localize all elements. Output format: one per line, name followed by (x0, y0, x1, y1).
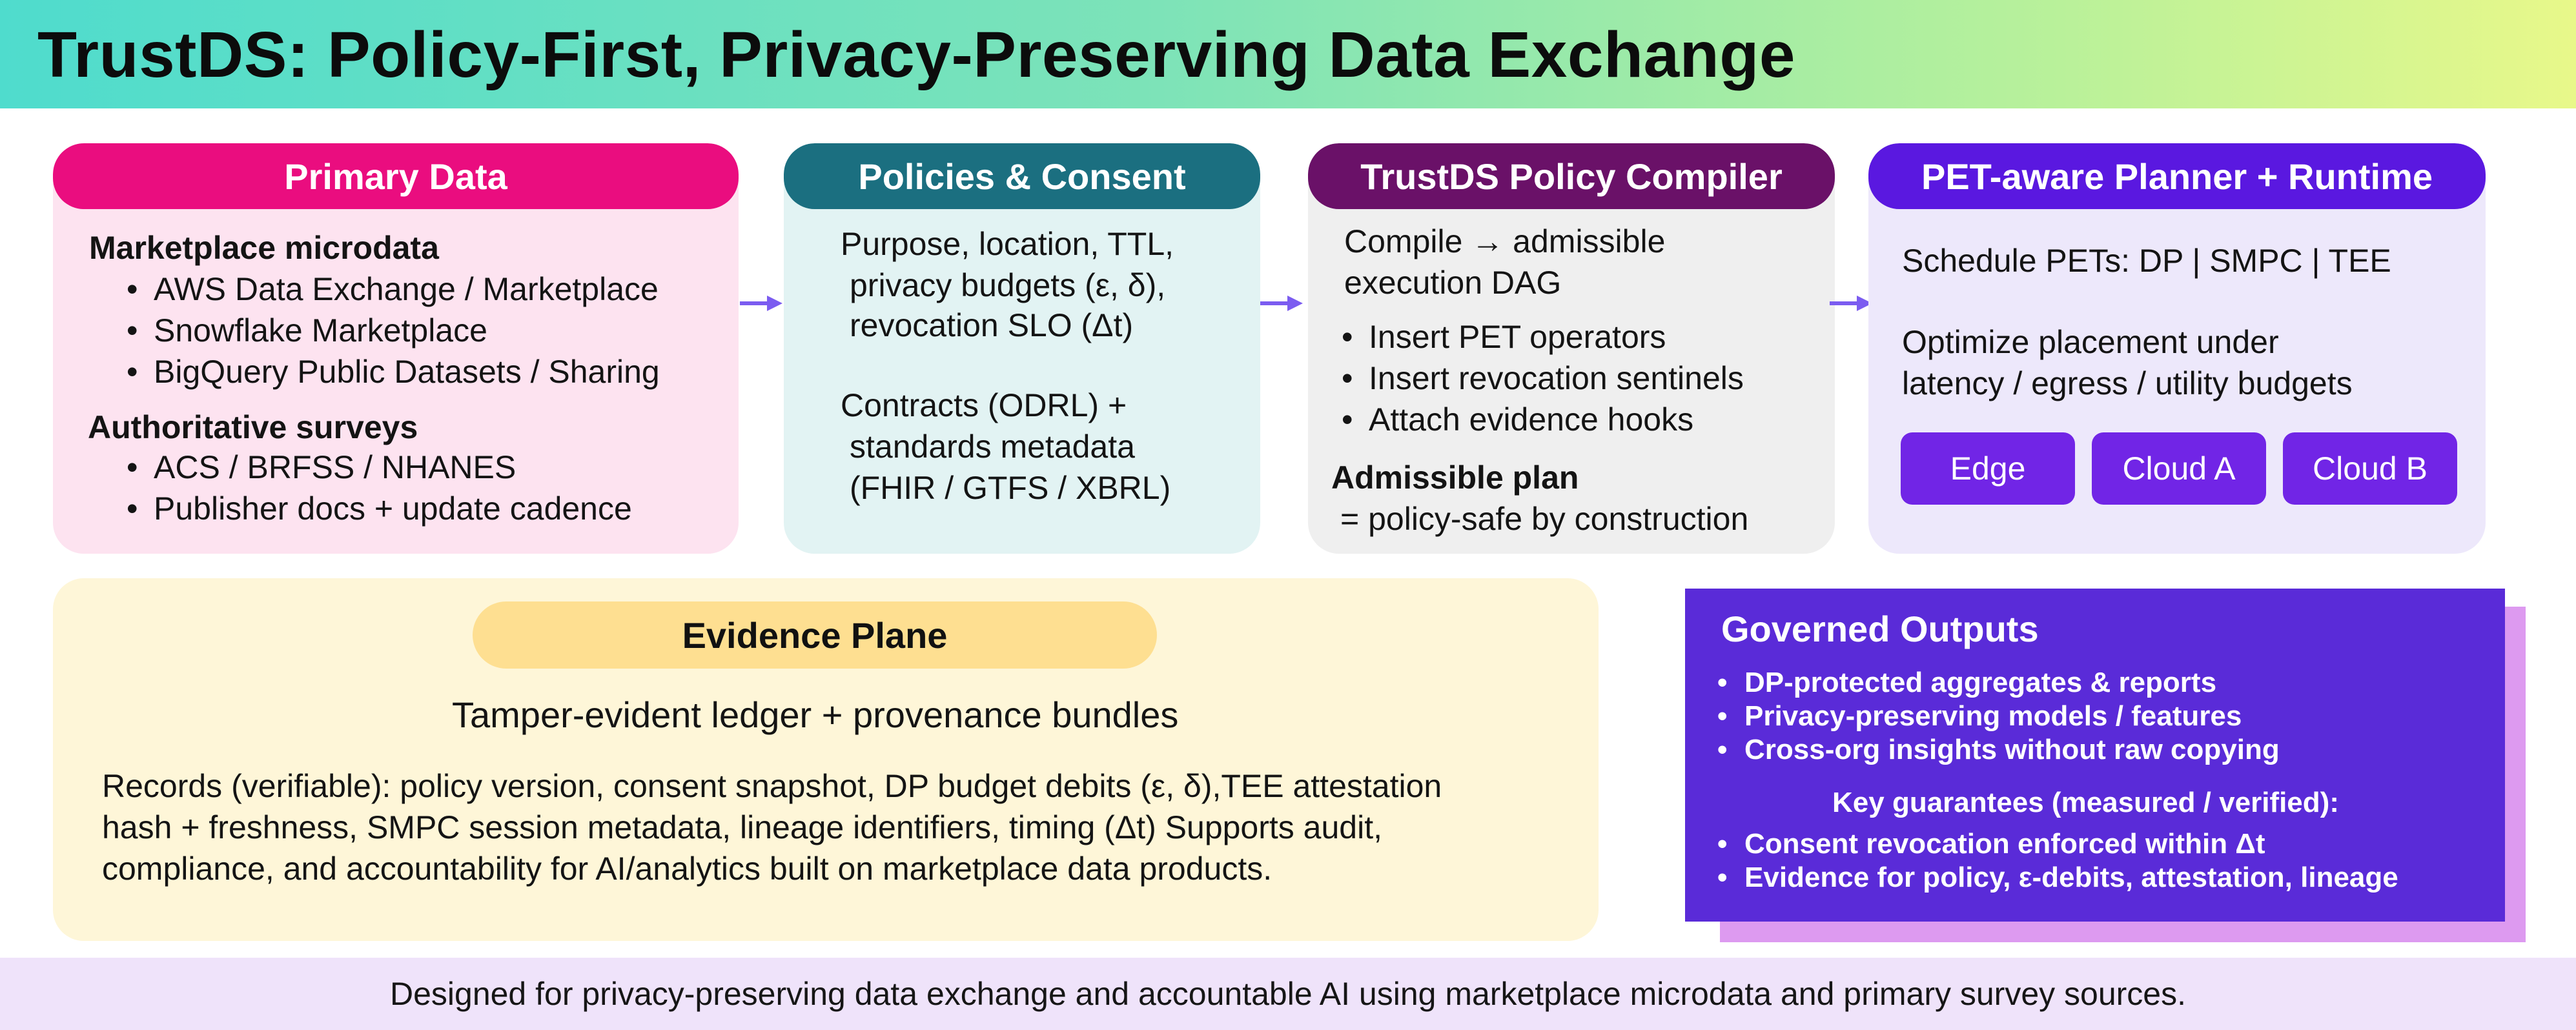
list-item: • Evidence for policy, ε-debits, attestation, lineage (1711, 861, 2398, 894)
cloud-a-button[interactable]: Cloud A (2092, 432, 2266, 505)
surveys-heading: Authoritative surveys (88, 409, 418, 445)
optimize-line: Optimize placement under (1902, 324, 2279, 360)
marketplace-list (120, 268, 660, 392)
primary-data-card (53, 143, 739, 554)
contracts-line: standards metadata (850, 429, 1135, 465)
compiler-intro-line: Compile → admissible (1344, 223, 1666, 259)
policies-line: Purpose, location, TTL, (841, 226, 1174, 262)
arrow-right-icon (740, 294, 782, 312)
pet-planner-card (1868, 143, 2486, 554)
page-title: TrustDS: Policy-First, Privacy-Preserving Data Exchange (37, 19, 1795, 91)
list-item: • Insert PET operators (1335, 316, 1744, 358)
admissible-plan-heading: Admissible plan (1331, 459, 1579, 496)
key-guarantees-heading: Key guarantees (measured / verified): (1832, 787, 2339, 818)
governed-outputs-box (1685, 589, 2505, 922)
list-item: • Privacy-preserving models / features (1711, 700, 2280, 733)
edge-button[interactable]: Edge (1901, 432, 2075, 505)
list-item: • Snowflake Marketplace (120, 310, 660, 351)
key-guarantees-list (1711, 827, 2398, 894)
pet-planner-header: PET-aware Planner + Runtime (1868, 143, 2486, 209)
policies-line: revocation SLO (Δt) (850, 307, 1134, 343)
cloud-b-button[interactable]: Cloud B (2283, 432, 2457, 505)
list-item: • BigQuery Public Datasets / Sharing (120, 351, 660, 392)
governed-outputs-list (1711, 666, 2280, 767)
list-item: • AWS Data Exchange / Marketplace (120, 268, 660, 310)
primary-data-header: Primary Data (53, 143, 739, 209)
policy-compiler-card (1308, 143, 1835, 554)
governed-outputs-header: Governed Outputs (1721, 609, 2039, 649)
evidence-plane (53, 578, 1599, 941)
policies-consent-header: Policies & Consent (784, 143, 1260, 209)
title-banner (0, 0, 2576, 108)
optimize-line: latency / egress / utility budgets (1902, 365, 2353, 401)
admissible-plan-text: = policy-safe by construction (1340, 501, 1749, 537)
policies-line: privacy budgets (ε, δ), (850, 267, 1166, 303)
evidence-subtitle: Tamper-evident ledger + provenance bundles (452, 694, 1179, 735)
schedule-text: Schedule PETs: DP | SMPC | TEE (1902, 243, 2391, 279)
evidence-plane-header: Evidence Plane (473, 601, 1157, 669)
surveys-list (120, 447, 632, 529)
evidence-body-line: compliance, and accountability for AI/analytics built on marketplace data products. (102, 851, 1273, 887)
policies-consent-card (784, 143, 1260, 554)
list-item: • Consent revocation enforced within Δt (1711, 827, 2398, 861)
list-item: • Cross-org insights without raw copying (1711, 733, 2280, 767)
contracts-line: (FHIR / GTFS / XBRL) (850, 470, 1171, 506)
list-item: • Insert revocation sentinels (1335, 358, 1744, 399)
arrow-right-icon (1830, 294, 1872, 312)
policy-compiler-header: TrustDS Policy Compiler (1308, 143, 1835, 209)
arrow-right-icon (1260, 294, 1303, 312)
list-item: • Publisher docs + update cadence (120, 488, 632, 529)
footer (0, 958, 2576, 1030)
marketplace-heading: Marketplace microdata (89, 230, 439, 266)
list-item: • Attach evidence hooks (1335, 399, 1744, 440)
contracts-line: Contracts (ODRL) + (841, 387, 1127, 423)
evidence-body-line: hash + freshness, SMPC session metadata, lineage identifiers, timing (Δt) Supports audit, (102, 809, 1382, 845)
compiler-intro-line: execution DAG (1344, 265, 1562, 301)
list-item: • ACS / BRFSS / NHANES (120, 447, 632, 488)
footer-text: Designed for privacy-preserving data exchange and accountable AI using marketplace microdata and primary survey sources. (389, 976, 2186, 1012)
compiler-list (1335, 316, 1744, 440)
evidence-body-line: Records (verifiable): policy version, consent snapshot, DP budget debits (ε, δ),TEE attestation (102, 768, 1442, 804)
list-item: • DP-protected aggregates & reports (1711, 666, 2280, 700)
